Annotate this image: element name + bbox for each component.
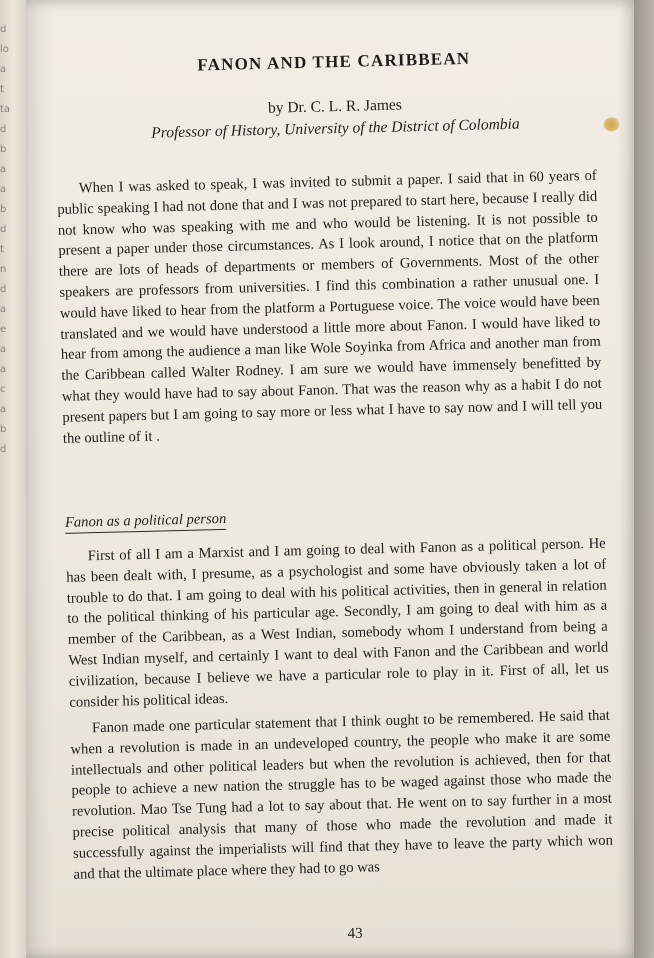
section-heading: Fanon as a political person — [65, 511, 227, 534]
body-paragraph: Fanon made one particular statement that I think ought to be remembered. He said that when a revolution is made in an undeveloped country, the people who make it are some intellectuals and other political leaders but when the revolution is achieved, then for that people to achieve a new nation the struggle has to be waged against those who made the revolution. Mao Tse Tung had a lot to say about that. He went on to say further in a most precise political analysis that many of those who made the revolution and made it successfully against the imperialists will find that they have to leave the party which won and that the ultimate place where they had to go was — [70, 707, 614, 883]
page-number: 43 — [347, 925, 363, 943]
article-title: FANON AND THE CARIBBEAN — [197, 48, 471, 75]
intro-paragraph: When I was asked to speak, I was invited to submit a paper. I said that in 60 years of public speaking I had not done that and I was not prepared to start here, because I really did not know who was speaking with me and who would be listening. It is not possible to present a paper under those circumstances. As I look around, I notice that on the platform there are lots of heads of departments or members of Governments. Most of the other speakers are professors from universities. I find this combination a rather unusual one. I would have liked to hear from the platform a Portuguese voice. The voice would have been translated and we would have understood a little more about Fanon. I would have liked to hear from among the audience a man like Wole Soyinka from Africa and another man from the Caribbean called Walter Rodney. I am sure we would have immensely benefitted by what they would have had to say about Fanon. That was the reason why as a habit I do not present papers but I am going to say more or less what I have to say now and I will tell you the outline of it . — [57, 167, 603, 447]
book-page — [26, 0, 634, 958]
paper-stain — [603, 117, 619, 131]
author-affiliation: Professor of History, University of the District of Colombia — [151, 115, 520, 142]
page-content — [52, 0, 635, 958]
author-byline: by Dr. C. L. R. James — [267, 96, 403, 117]
body-paragraph: First of all I am a Marxist and I am going to deal with Fanon as a political person. He has been dealt with, I presume, as a psychologist and some have obviously taken a lot of trouble to do that. I am going to deal with his political activities, then in general in relation to the political thinking of his particular age. Secondly, I am going to deal with him as a member of the Caribbean, as a West Indian, somebody whom I understand from being a West Indian myself, and certainly I want to deal with Fanon and the Caribbean and world civilization, because I believe we have a particular role to play in it. First of all, let us consider his political ideas. — [66, 535, 609, 711]
bleed-through-text: d lo a t ta d b a a b d t n d a e a a c a b d — [0, 24, 11, 455]
